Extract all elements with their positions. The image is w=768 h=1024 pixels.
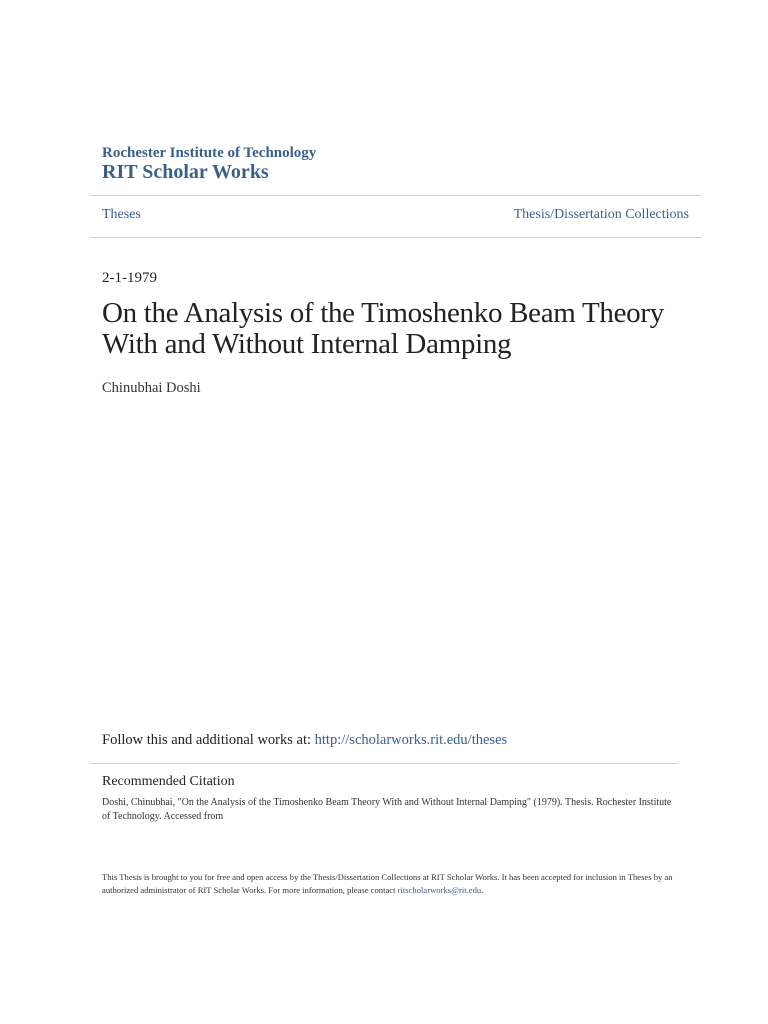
citation-divider: [90, 763, 678, 764]
citation-text: Doshi, Chinubhai, "On the Analysis of the Timoshenko Beam Theory With and Without Internal Damping" (1979). Thesis. Rochester Institute of Technology. Accessed from: [102, 797, 672, 822]
author-name: Chinubhai Doshi: [102, 380, 201, 396]
access-notice-suffix: .: [481, 885, 484, 895]
access-notice: [102, 871, 682, 897]
follow-line: [102, 732, 507, 749]
publication-date: 2-1-1979: [102, 270, 157, 286]
collections-link[interactable]: Thesis/Dissertation Collections: [513, 207, 689, 222]
theses-link[interactable]: Theses: [102, 207, 141, 222]
follow-prefix: Follow this and additional works at:: [102, 732, 315, 748]
document-title: On the Analysis of the Timoshenko Beam Theory With and Without Internal Damping: [102, 297, 664, 360]
institution-name: Rochester Institute of Technology: [102, 145, 317, 161]
top-divider: [90, 195, 701, 196]
nav-divider: [90, 237, 701, 238]
theses-url-link[interactable]: http://scholarworks.rit.edu/theses: [314, 732, 508, 748]
citation-heading: Recommended Citation: [102, 774, 235, 789]
contact-email-link[interactable]: ritscholarworks@rit.edu: [397, 885, 482, 895]
access-notice-text: This Thesis is brought to you for free and open access by the Thesis/Dissertation Collections at RIT Scholar Works. It has been accepted for inclusion in Theses by an authorized administrator of RIT Scholar Works. For more information, please contact: [102, 872, 673, 895]
repository-name: RIT Scholar Works: [102, 161, 269, 183]
